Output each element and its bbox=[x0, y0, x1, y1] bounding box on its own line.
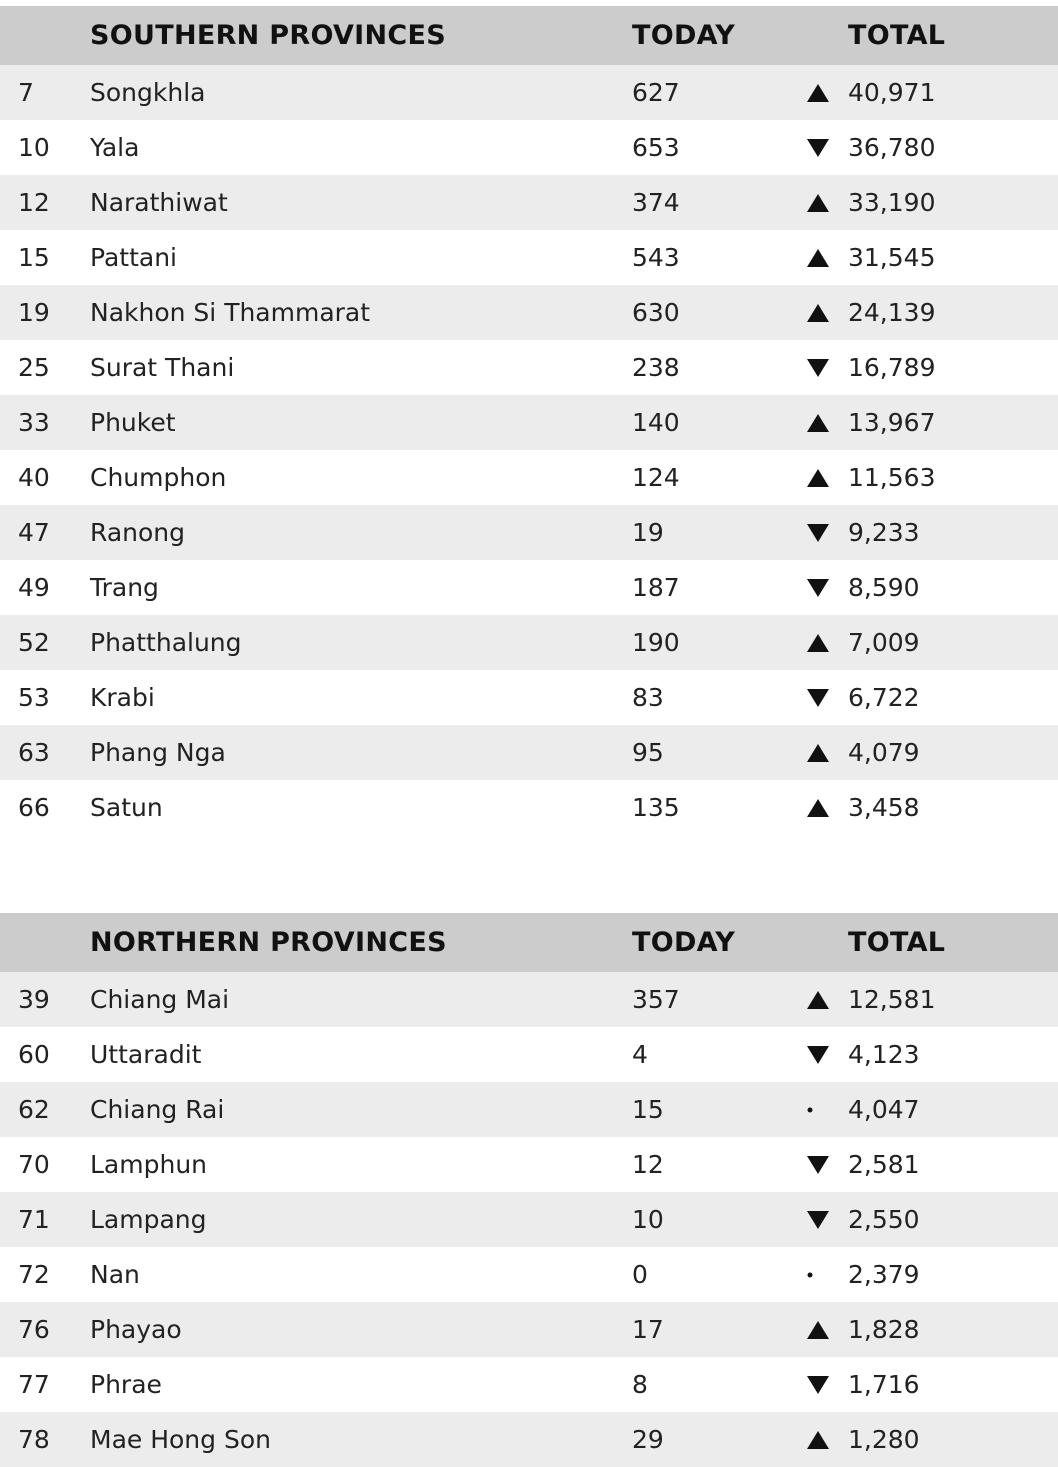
today-column-header: TODAY bbox=[632, 20, 736, 51]
total-cell: 3,458 bbox=[848, 793, 920, 822]
table-row bbox=[0, 780, 1058, 835]
province-cell: Phang Nga bbox=[90, 738, 226, 767]
southern-provinces-table bbox=[0, 6, 1058, 835]
table-row bbox=[0, 1082, 1058, 1137]
total-cell: 33,190 bbox=[848, 188, 936, 217]
total-cell: 4,123 bbox=[848, 1040, 920, 1069]
rank-cell: 77 bbox=[18, 1370, 50, 1399]
rank-cell: 52 bbox=[18, 628, 50, 657]
province-cell: Narathiwat bbox=[90, 188, 228, 217]
triangle-up-icon bbox=[806, 615, 830, 670]
province-cell: Pattani bbox=[90, 243, 177, 272]
today-cell: 19 bbox=[632, 518, 664, 547]
table-row bbox=[0, 972, 1058, 1027]
today-cell: 12 bbox=[632, 1150, 664, 1179]
today-cell: 374 bbox=[632, 188, 680, 217]
table-row bbox=[0, 340, 1058, 395]
total-cell: 2,550 bbox=[848, 1205, 920, 1234]
total-cell: 1,280 bbox=[848, 1425, 920, 1454]
rank-cell: 7 bbox=[18, 78, 34, 107]
today-cell: 653 bbox=[632, 133, 680, 162]
today-cell: 95 bbox=[632, 738, 664, 767]
rank-cell: 25 bbox=[18, 353, 50, 382]
triangle-up-icon bbox=[806, 972, 830, 1027]
today-cell: 0 bbox=[632, 1260, 648, 1289]
table-row bbox=[0, 1302, 1058, 1357]
province-cell: Nan bbox=[90, 1260, 140, 1289]
dot-icon bbox=[806, 1082, 830, 1137]
total-cell: 16,789 bbox=[848, 353, 936, 382]
table-row bbox=[0, 285, 1058, 340]
total-cell: 8,590 bbox=[848, 573, 920, 602]
today-cell: 83 bbox=[632, 683, 664, 712]
triangle-down-icon bbox=[806, 340, 830, 395]
table-row bbox=[0, 615, 1058, 670]
rank-cell: 70 bbox=[18, 1150, 50, 1179]
rank-cell: 40 bbox=[18, 463, 50, 492]
northern-provinces-table bbox=[0, 913, 1058, 1467]
total-column-header: TOTAL bbox=[848, 20, 946, 51]
table-row bbox=[0, 505, 1058, 560]
rank-cell: 33 bbox=[18, 408, 50, 437]
today-cell: 630 bbox=[632, 298, 680, 327]
today-cell: 543 bbox=[632, 243, 680, 272]
today-cell: 15 bbox=[632, 1095, 664, 1124]
table-row bbox=[0, 65, 1058, 120]
rank-cell: 10 bbox=[18, 133, 50, 162]
today-cell: 29 bbox=[632, 1425, 664, 1454]
region-header: NORTHERN PROVINCES bbox=[90, 927, 447, 958]
triangle-down-icon bbox=[806, 1192, 830, 1247]
rank-cell: 49 bbox=[18, 573, 50, 602]
total-cell: 4,047 bbox=[848, 1095, 920, 1124]
today-cell: 627 bbox=[632, 78, 680, 107]
triangle-down-icon bbox=[806, 670, 830, 725]
triangle-down-icon bbox=[806, 1027, 830, 1082]
triangle-down-icon bbox=[806, 1137, 830, 1192]
table-header bbox=[0, 6, 1058, 65]
rank-cell: 15 bbox=[18, 243, 50, 272]
province-cell: Phuket bbox=[90, 408, 176, 437]
today-cell: 8 bbox=[632, 1370, 648, 1399]
table-row bbox=[0, 1357, 1058, 1412]
total-cell: 13,967 bbox=[848, 408, 936, 437]
province-cell: Phrae bbox=[90, 1370, 162, 1399]
province-cell: Songkhla bbox=[90, 78, 206, 107]
rank-cell: 60 bbox=[18, 1040, 50, 1069]
total-cell: 1,716 bbox=[848, 1370, 920, 1399]
table-row bbox=[0, 1412, 1058, 1467]
table-row bbox=[0, 395, 1058, 450]
province-cell: Chiang Mai bbox=[90, 985, 230, 1014]
triangle-up-icon bbox=[806, 230, 830, 285]
province-cell: Nakhon Si Thammarat bbox=[90, 298, 371, 327]
triangle-up-icon bbox=[806, 1412, 830, 1467]
province-cell: Mae Hong Son bbox=[90, 1425, 271, 1454]
total-cell: 9,233 bbox=[848, 518, 920, 547]
rank-cell: 47 bbox=[18, 518, 50, 547]
rank-cell: 63 bbox=[18, 738, 50, 767]
total-cell: 1,828 bbox=[848, 1315, 920, 1344]
province-cell: Surat Thani bbox=[90, 353, 235, 382]
province-cell: Lampang bbox=[90, 1205, 207, 1234]
rank-cell: 12 bbox=[18, 188, 50, 217]
region-header: SOUTHERN PROVINCES bbox=[90, 20, 447, 51]
today-cell: 10 bbox=[632, 1205, 664, 1234]
table-row bbox=[0, 1192, 1058, 1247]
table-row bbox=[0, 1027, 1058, 1082]
province-cell: Ranong bbox=[90, 518, 185, 547]
table-row bbox=[0, 230, 1058, 285]
total-cell: 36,780 bbox=[848, 133, 936, 162]
rank-cell: 78 bbox=[18, 1425, 50, 1454]
triangle-up-icon bbox=[806, 780, 830, 835]
today-cell: 124 bbox=[632, 463, 680, 492]
rank-cell: 71 bbox=[18, 1205, 50, 1234]
total-cell: 11,563 bbox=[848, 463, 936, 492]
province-cell: Krabi bbox=[90, 683, 155, 712]
rank-cell: 39 bbox=[18, 985, 50, 1014]
province-cell: Yala bbox=[90, 133, 140, 162]
province-cell: Phatthalung bbox=[90, 628, 242, 657]
triangle-up-icon bbox=[806, 725, 830, 780]
total-cell: 4,079 bbox=[848, 738, 920, 767]
province-cell: Chumphon bbox=[90, 463, 227, 492]
table-row bbox=[0, 1137, 1058, 1192]
total-cell: 6,722 bbox=[848, 683, 920, 712]
province-cell: Chiang Rai bbox=[90, 1095, 225, 1124]
total-cell: 12,581 bbox=[848, 985, 936, 1014]
triangle-up-icon bbox=[806, 175, 830, 230]
triangle-down-icon bbox=[806, 505, 830, 560]
today-cell: 140 bbox=[632, 408, 680, 437]
triangle-down-icon bbox=[806, 560, 830, 615]
triangle-down-icon bbox=[806, 1357, 830, 1412]
total-cell: 40,971 bbox=[848, 78, 936, 107]
rank-cell: 72 bbox=[18, 1260, 50, 1289]
province-cell: Lamphun bbox=[90, 1150, 208, 1179]
province-cell: Trang bbox=[90, 573, 159, 602]
table-row bbox=[0, 450, 1058, 505]
province-cell: Satun bbox=[90, 793, 163, 822]
total-cell: 2,379 bbox=[848, 1260, 920, 1289]
total-cell: 2,581 bbox=[848, 1150, 920, 1179]
province-cell: Uttaradit bbox=[90, 1040, 202, 1069]
today-cell: 190 bbox=[632, 628, 680, 657]
today-cell: 135 bbox=[632, 793, 680, 822]
table-row bbox=[0, 1247, 1058, 1302]
total-cell: 31,545 bbox=[848, 243, 936, 272]
rank-cell: 76 bbox=[18, 1315, 50, 1344]
today-cell: 238 bbox=[632, 353, 680, 382]
rank-cell: 53 bbox=[18, 683, 50, 712]
table-row bbox=[0, 725, 1058, 780]
triangle-up-icon bbox=[806, 65, 830, 120]
rank-cell: 66 bbox=[18, 793, 50, 822]
table-row bbox=[0, 560, 1058, 615]
total-cell: 7,009 bbox=[848, 628, 920, 657]
rank-cell: 62 bbox=[18, 1095, 50, 1124]
table-row bbox=[0, 120, 1058, 175]
today-cell: 357 bbox=[632, 985, 680, 1014]
total-column-header: TOTAL bbox=[848, 927, 946, 958]
today-cell: 17 bbox=[632, 1315, 664, 1344]
dot-icon bbox=[806, 1247, 830, 1302]
triangle-up-icon bbox=[806, 285, 830, 340]
triangle-up-icon bbox=[806, 395, 830, 450]
rank-cell: 19 bbox=[18, 298, 50, 327]
table-row bbox=[0, 175, 1058, 230]
today-cell: 4 bbox=[632, 1040, 648, 1069]
total-cell: 24,139 bbox=[848, 298, 936, 327]
triangle-up-icon bbox=[806, 1302, 830, 1357]
today-cell: 187 bbox=[632, 573, 680, 602]
triangle-up-icon bbox=[806, 450, 830, 505]
today-column-header: TODAY bbox=[632, 927, 736, 958]
triangle-down-icon bbox=[806, 120, 830, 175]
table-row bbox=[0, 670, 1058, 725]
province-cell: Phayao bbox=[90, 1315, 182, 1344]
table-header bbox=[0, 913, 1058, 972]
